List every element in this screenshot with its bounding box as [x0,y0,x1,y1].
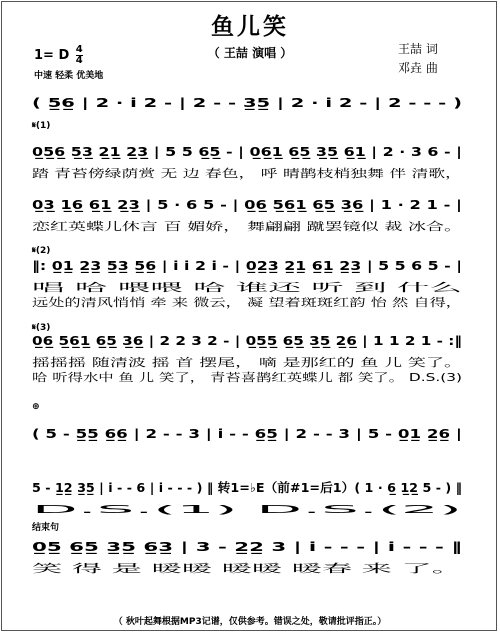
lyric-line: 唱 哈 喂喂 哈 谁还 听 到 什么 [32,281,178,294]
tempo-marking: 中速 轻柔 优美地 [34,71,104,81]
singer-credit: （ 王喆 演唱 ） [207,46,293,60]
notation-line: 0̲3̲ 1̲6̲ 6̲1̲ 2̲3̲ | 5 · 6 5 - | 0̲6̲ 5̲6̲1̲ 6̲5̲ 3̲6̲ | 1 · 2 1 - | [32,197,362,212]
time-signature-bottom: 4 [75,55,83,66]
song-title: 鱼儿笑 [211,14,289,40]
section-marker: 结束句 [32,523,60,533]
key-label: 1= D [34,48,70,63]
lyric-line: D.S.(1) D.S.(2) [32,503,462,516]
section-marker: 𝄋(2) [32,246,51,256]
lyric-line: 踏 青苔傍绿荫赏 无 边 春色， 呼 晴鹊枝梢独舞 伴 清歌， [32,167,313,180]
lyric-line: 恋红英蝶儿休言 百 媚娇， 舞翩翩 蹴罢镜似 裁 冰合。 [32,220,295,233]
composer-credit: 邓垚 曲 [398,61,438,75]
notation-line: ( 5 - 5̲5̲ 6̲6̲ | 2 - - 3 | i - - 6̲5̲ | 2 - - 3 | 5 - 0̲1̲ 2̲6̲ | [32,426,355,441]
lyric-line: 哈 听得水中 鱼 儿 笑了， 青苔喜鹊红英蝶儿 都 笑了。 D.S.(3) [32,371,340,384]
notation-line: 5 - 1̲2̲ 3̲5̲ | i - - 6 | i - - - ) ‖ 转1=♭E（前#1=后1）( 1 · 6̲ 1̲2̲ 5 - ) ‖ [32,480,455,495]
section-marker: 𝄋(1) [32,121,51,131]
notation-line: ‖: 0̲1̲ 2̲3̲ 5̲3̲ 5̲6̲ | i i 2 i - | 0̲2̲3̲ 2̲1̲ 6̲1̲ 2̲3̲ | 5 5 6 5 - | [32,258,372,273]
notation-line: 0̲5̲ 6̲5̲ 3̲5̲ 6̲3̲ | 3 - 2̲2̲ 3 | i - - - | i - - - ‖ [32,539,284,554]
section-marker: 𝄋(3) [32,323,51,333]
lyric-line: 远处的清风悄悄 牵 来 微云， 凝 望着斑斑红韵 怡 然 自得， [32,296,324,309]
footnote: （ 秋叶起舞根据MP3记谱，仅供参考。错误之处，敬请批评指正。） [113,617,387,627]
lyric-line: 摇摇摇 随清波 摇 首 摆尾， 嘀 是那红的 鱼 儿 笑了。 [32,356,295,369]
notation-line: 0̲6̲ 5̲6̲1̲ 6̲5̲ 3̲6̲ | 2 2 3 2 - | 0̲5̲5̲ 6̲5̲ 3̲5̲ 2̲6̲ | 1 1 2 1 - :‖ [32,333,385,348]
section-marker: ⊕ [32,402,40,412]
lyric-line: 笑 得 是 暖暖 暖暖 暖春 来 了。 [32,562,189,575]
notation-line: 0̲5̲6̲ 5̲3̲ 2̲1̲ 2̲3̲ | 5 5 6̲5̲ - | 0̲6̲1̲ 6̲5̲ 3̲5̲ 6̲1̲ | 2 · 3 6 - | [32,144,370,159]
lyricist-credit: 王喆 词 [398,42,438,56]
notation-line: ( 5̲6̲ | 2 · i 2 - | 2 - - 3̲5̲ | 2 · i 2 - | 2 - - - ) [32,95,308,110]
time-signature-top: 4 [75,44,83,55]
